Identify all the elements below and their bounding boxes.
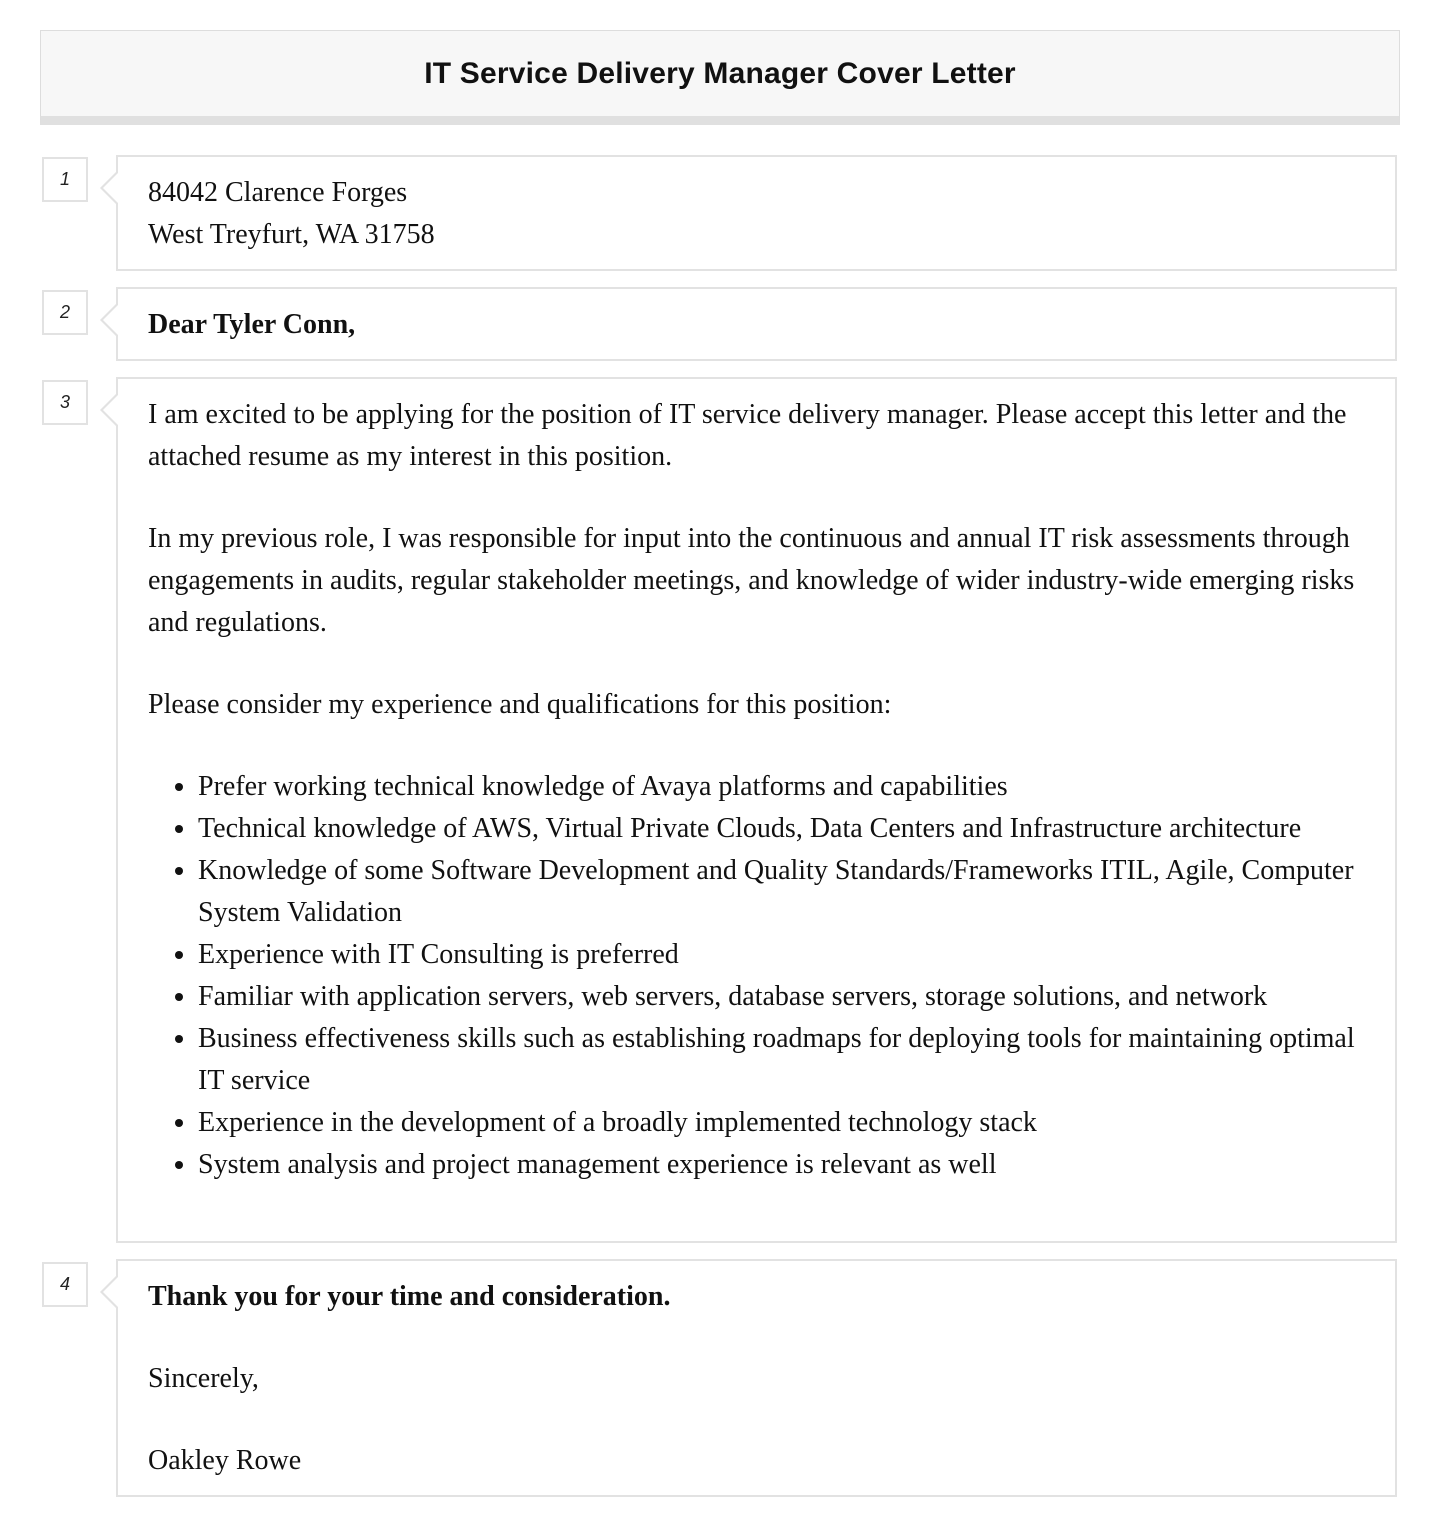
- list-item: • Knowledge of some Software Development and Quality Standards/Frameworks ITIL, Agile, Computer System Validation: [198, 850, 1367, 934]
- section-number-1: 1: [42, 157, 88, 202]
- list-item: • Technical knowledge of AWS, Virtual Private Clouds, Data Centers and Infrastructure architecture: [198, 808, 1367, 850]
- list-item: • Prefer working technical knowledge of Avaya platforms and capabilities: [198, 766, 1367, 808]
- thanks-line: Thank you for your time and consideration.: [148, 1281, 671, 1312]
- address-line-2: West Treyfurt, WA 31758: [148, 219, 435, 250]
- section-number-4: 4: [42, 1262, 88, 1307]
- salutation-block: [118, 289, 1395, 360]
- salutation-section: [116, 287, 1397, 361]
- list-item: • System analysis and project management experience is relevant as well: [198, 1144, 1367, 1186]
- signature: Oakley Rowe: [148, 1445, 302, 1476]
- qualifications-list: [148, 766, 1367, 1186]
- intro-paragraph: I am excited to be applying for the position of IT service delivery manager. Please accept this letter and the attached resume as my interest in this position.: [148, 399, 1347, 472]
- section-number-3: 3: [42, 380, 88, 425]
- consider-paragraph: Please consider my experience and qualifications for this position:: [148, 689, 892, 720]
- section-number-2: 2: [42, 290, 88, 335]
- title-bar: [40, 30, 1400, 125]
- previous-role-paragraph: In my previous role, I was responsible for input into the continuous and annual IT risk assessments through engagements in audits, regular stakeholder meetings, and knowledge of wider industry-wide emerging risks and regulations.: [148, 523, 1355, 638]
- body-block: [118, 379, 1395, 1200]
- list-item: • Experience with IT Consulting is preferred: [198, 934, 1367, 976]
- closing-block: [118, 1261, 1395, 1496]
- body-section: [116, 377, 1397, 1243]
- salutation: Dear Tyler Conn,: [148, 309, 356, 340]
- list-item: • Business effectiveness skills such as establishing roadmaps for deploying tools for maintaining optimal IT service: [198, 1018, 1367, 1102]
- address-section: [116, 155, 1397, 271]
- list-item: • Familiar with application servers, web servers, database servers, storage solutions, and network: [198, 976, 1367, 1018]
- address-line-1: 84042 Clarence Forges: [148, 177, 408, 208]
- closing-section: [116, 1259, 1397, 1497]
- list-item: • Experience in the development of a broadly implemented technology stack: [198, 1102, 1367, 1144]
- address-block: [118, 157, 1395, 270]
- closing-line: Sincerely,: [148, 1363, 259, 1394]
- page-title: IT Service Delivery Manager Cover Letter: [424, 56, 1016, 90]
